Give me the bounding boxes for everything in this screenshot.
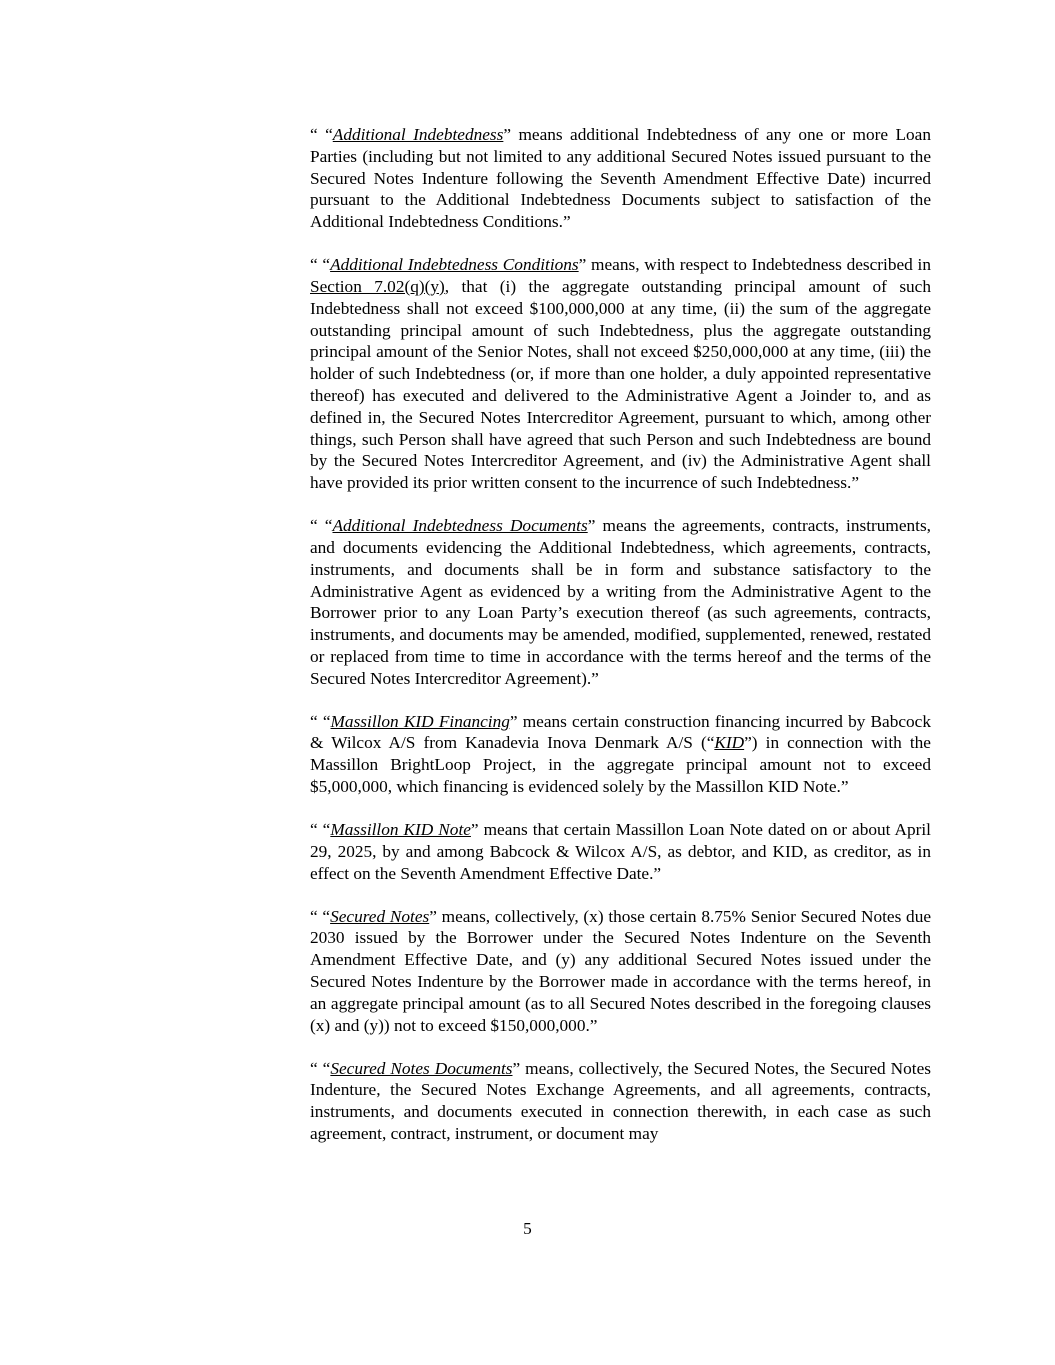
definition-massillon-kid-note xyxy=(310,819,931,884)
open-quotes: “ “ xyxy=(310,255,331,275)
open-quotes: “ “ xyxy=(310,516,333,536)
definition-massillon-kid-financing xyxy=(310,711,931,798)
definition-body: ” means that certain Massillon Loan Note dated on or about April 29, 2025, by and among Babcock & Wilcox A/S, as debtor, and KID, as creditor, as in effect on the Seventh Amendment Effective Date.” xyxy=(310,820,931,883)
definition-additional-indebtedness xyxy=(310,124,931,233)
definition-body: ” means the agreements, contracts, instruments, and documents evidencing the Additional Indebtedness, which agreements, contracts, instruments, and documents shall be in form and substance satisfactory to the Administrative Agent as evidenced by a writing from the Administrative Agent to the Borrower prior to any Loan Party’s execution thereof (as such agreements, contracts, instruments, and documents may be amended, modified, supplemented, renewed, restated or replaced from time to time in accordance with the terms hereof and the terms of the Secured Notes Intercreditor Agreement).” xyxy=(310,516,931,688)
definition-body: ” means additional Indebtedness of any one or more Loan Parties (including but not limited to any additional Secured Notes issued pursuant to the Secured Notes Indenture following the Seventh Amendment Effective Date) incurred pursuant to the Additional Indebtedness Documents subject to satisfaction of the Additional Indebtedness Conditions.” xyxy=(310,125,931,232)
defined-term: Secured Notes Documents xyxy=(330,1058,513,1078)
page-number: 5 xyxy=(523,1219,532,1238)
definition-secured-notes xyxy=(310,906,931,1037)
open-quotes: “ “ xyxy=(310,820,331,840)
open-quotes: “ “ xyxy=(310,125,333,144)
defined-term: Massillon KID Financing xyxy=(330,711,510,731)
definition-secured-notes-documents xyxy=(310,1058,931,1145)
definition-body: ” means certain construction financing incurred by Babcock & Wilcox A/S from Kanadevia Inova Denmark A/S (“ xyxy=(310,711,931,753)
definition-body: ” means, collectively, (x) those certain 8.75% Senior Secured Notes due 2030 issued by the Borrower under the Secured Notes Indenture on the Seventh Amendment Effective Date, and (y) any additional Secured Notes issued under the Secured Notes Indenture by the Borrower made in accordance with the terms hereof, in an aggregate principal amount (as to all Secured Notes described in the foregoing clauses (x) and (y)) not to exceed $150,000,000.” xyxy=(310,906,931,1035)
defined-term: Additional Indebtedness Documents xyxy=(332,516,588,536)
document-page xyxy=(310,124,931,1166)
open-quotes: “ “ xyxy=(310,711,331,731)
definition-additional-indebtedness-conditions xyxy=(310,254,931,494)
inline-defined-term: KID xyxy=(714,733,745,753)
definition-body: , that (i) the aggregate outstanding principal amount of such Indebtedness shall not exceed $100,000,000 at any time, (ii) the sum of the aggregate outstanding principal amount of such Indebtedness, plus the aggregate outstanding principal amount of the Senior Notes, shall not exceed $250,000,000 at any time, (iii) the holder of such Indebtedness (or, if more than one holder, a duly appointed representative thereof) has executed and delivered to the Administrative Agent a Joinder to, and as defined in, the Secured Notes Intercreditor Agreement, pursuant to which, among other things, such Person shall have agreed that such Person and such Indebtedness are bound by the Secured Notes Intercreditor Agreement, and (iv) the Administrative Agent shall have provided its prior written consent to the incurrence of such Indebtedness.” xyxy=(310,276,931,493)
open-quotes: “ “ xyxy=(310,1058,331,1078)
definition-body: ” means, collectively, the Secured Notes, the Secured Notes Indenture, the Secured Notes Exchange Agreements, and all agreements, contracts, instruments, and documents executed in connection therewith, in each case as such agreement, contract, instrument, or document may xyxy=(310,1058,931,1143)
defined-term: Additional Indebtedness xyxy=(332,125,504,144)
definition-body: ” means, with respect to Indebtedness described in xyxy=(578,255,931,275)
section-reference: Section 7.02(q)(y) xyxy=(310,276,445,296)
definition-body: ”) in connection with the Massillon BrightLoop Project, in the aggregate principal amount not to exceed $5,000,000, which financing is evidenced solely by the Massillon KID Note.” xyxy=(310,733,931,797)
definition-additional-indebtedness-documents xyxy=(310,515,931,689)
defined-term: Massillon KID Note xyxy=(330,820,471,840)
defined-term: Secured Notes xyxy=(330,906,430,926)
defined-term: Additional Indebtedness Conditions xyxy=(330,255,579,275)
open-quotes: “ “ xyxy=(310,906,331,926)
